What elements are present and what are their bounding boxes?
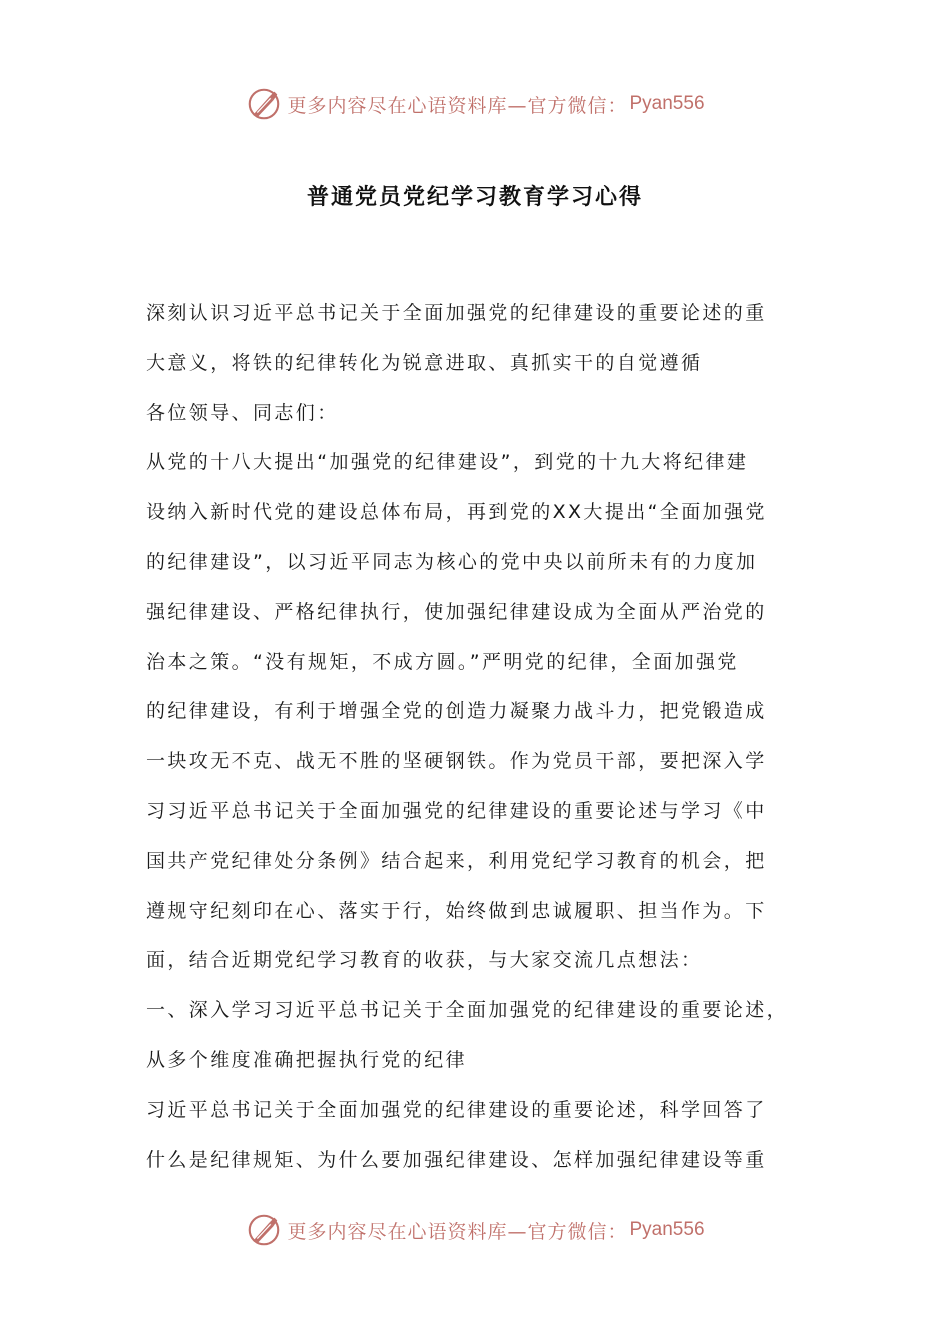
text-line: 遵规守纪刻印在心、落实于行，始终做到忠诚履职、担当作为。下 (146, 899, 767, 922)
text-line: 什么是纪律规矩、为什么要加强纪律建设、怎样加强纪律建设等重 (146, 1148, 767, 1171)
document-body (146, 296, 826, 1192)
watermark-site-text: 更多内容尽在心语资料库—官方微信： (287, 94, 628, 117)
text-line: 设纳入新时代党的建设总体布局，再到党的XX大提出“全面加强党 (146, 501, 767, 524)
text-line: 从多个维度准确把握执行党的纪律 (146, 1048, 468, 1071)
watermark-wechat-id: Pyan556 (629, 93, 705, 114)
text-line: 面，结合近期党纪学习教育的收获，与大家交流几点想法： (146, 949, 703, 972)
text-line: 从党的十八大提出“加强党的纪律建设”，到党的十九大将纪律建 (146, 451, 749, 474)
text-line: 习习近平总书记关于全面加强党的纪律建设的重要论述与学习《中 (146, 799, 767, 822)
text-line: 的纪律建设”，以习近平同志为核心的党中央以前所未有的力度加 (146, 550, 758, 573)
text-line: 一、深入学习习近平总书记关于全面加强党的纪律建设的重要论述， (146, 999, 789, 1022)
text-line: 大意义，将铁的纪律转化为锐意进取、真抓实干的自觉遵循 (146, 351, 703, 374)
text-line: 治本之策。“没有规矩，不成方圆。”严明党的纪律，全面加强党 (146, 650, 739, 673)
watermark-site-text: 更多内容尽在心语资料库—官方微信： (287, 1220, 628, 1243)
pen-nib-logo-icon (245, 85, 283, 123)
watermark-wechat-id: Pyan556 (629, 1219, 705, 1240)
text-line: 习近平总书记关于全面加强党的纪律建设的重要论述，科学回答了 (146, 1098, 767, 1121)
text-line: 的纪律建设，有利于增强全党的创造力凝聚力战斗力，把党锻造成 (146, 700, 767, 723)
watermark-header (0, 84, 950, 124)
text-line: 深刻认识习近平总书记关于全面加强党的纪律建设的重要论述的重 (146, 302, 767, 324)
text-line: 各位领导、同志们： (146, 401, 339, 424)
text-line: 国共产党纪律处分条例》结合起来，利用党纪学习教育的机会，把 (146, 849, 767, 872)
pen-nib-logo-icon (245, 1211, 283, 1249)
text-line: 一块攻无不克、战无不胜的坚硬钢铁。作为党员干部，要把深入学 (146, 750, 767, 773)
document-title: 普通党员党纪学习教育学习心得 (306, 184, 643, 210)
text-line: 强纪律建设、严格纪律执行，使加强纪律建设成为全面从严治党的 (146, 600, 767, 623)
watermark-footer (0, 1210, 950, 1250)
